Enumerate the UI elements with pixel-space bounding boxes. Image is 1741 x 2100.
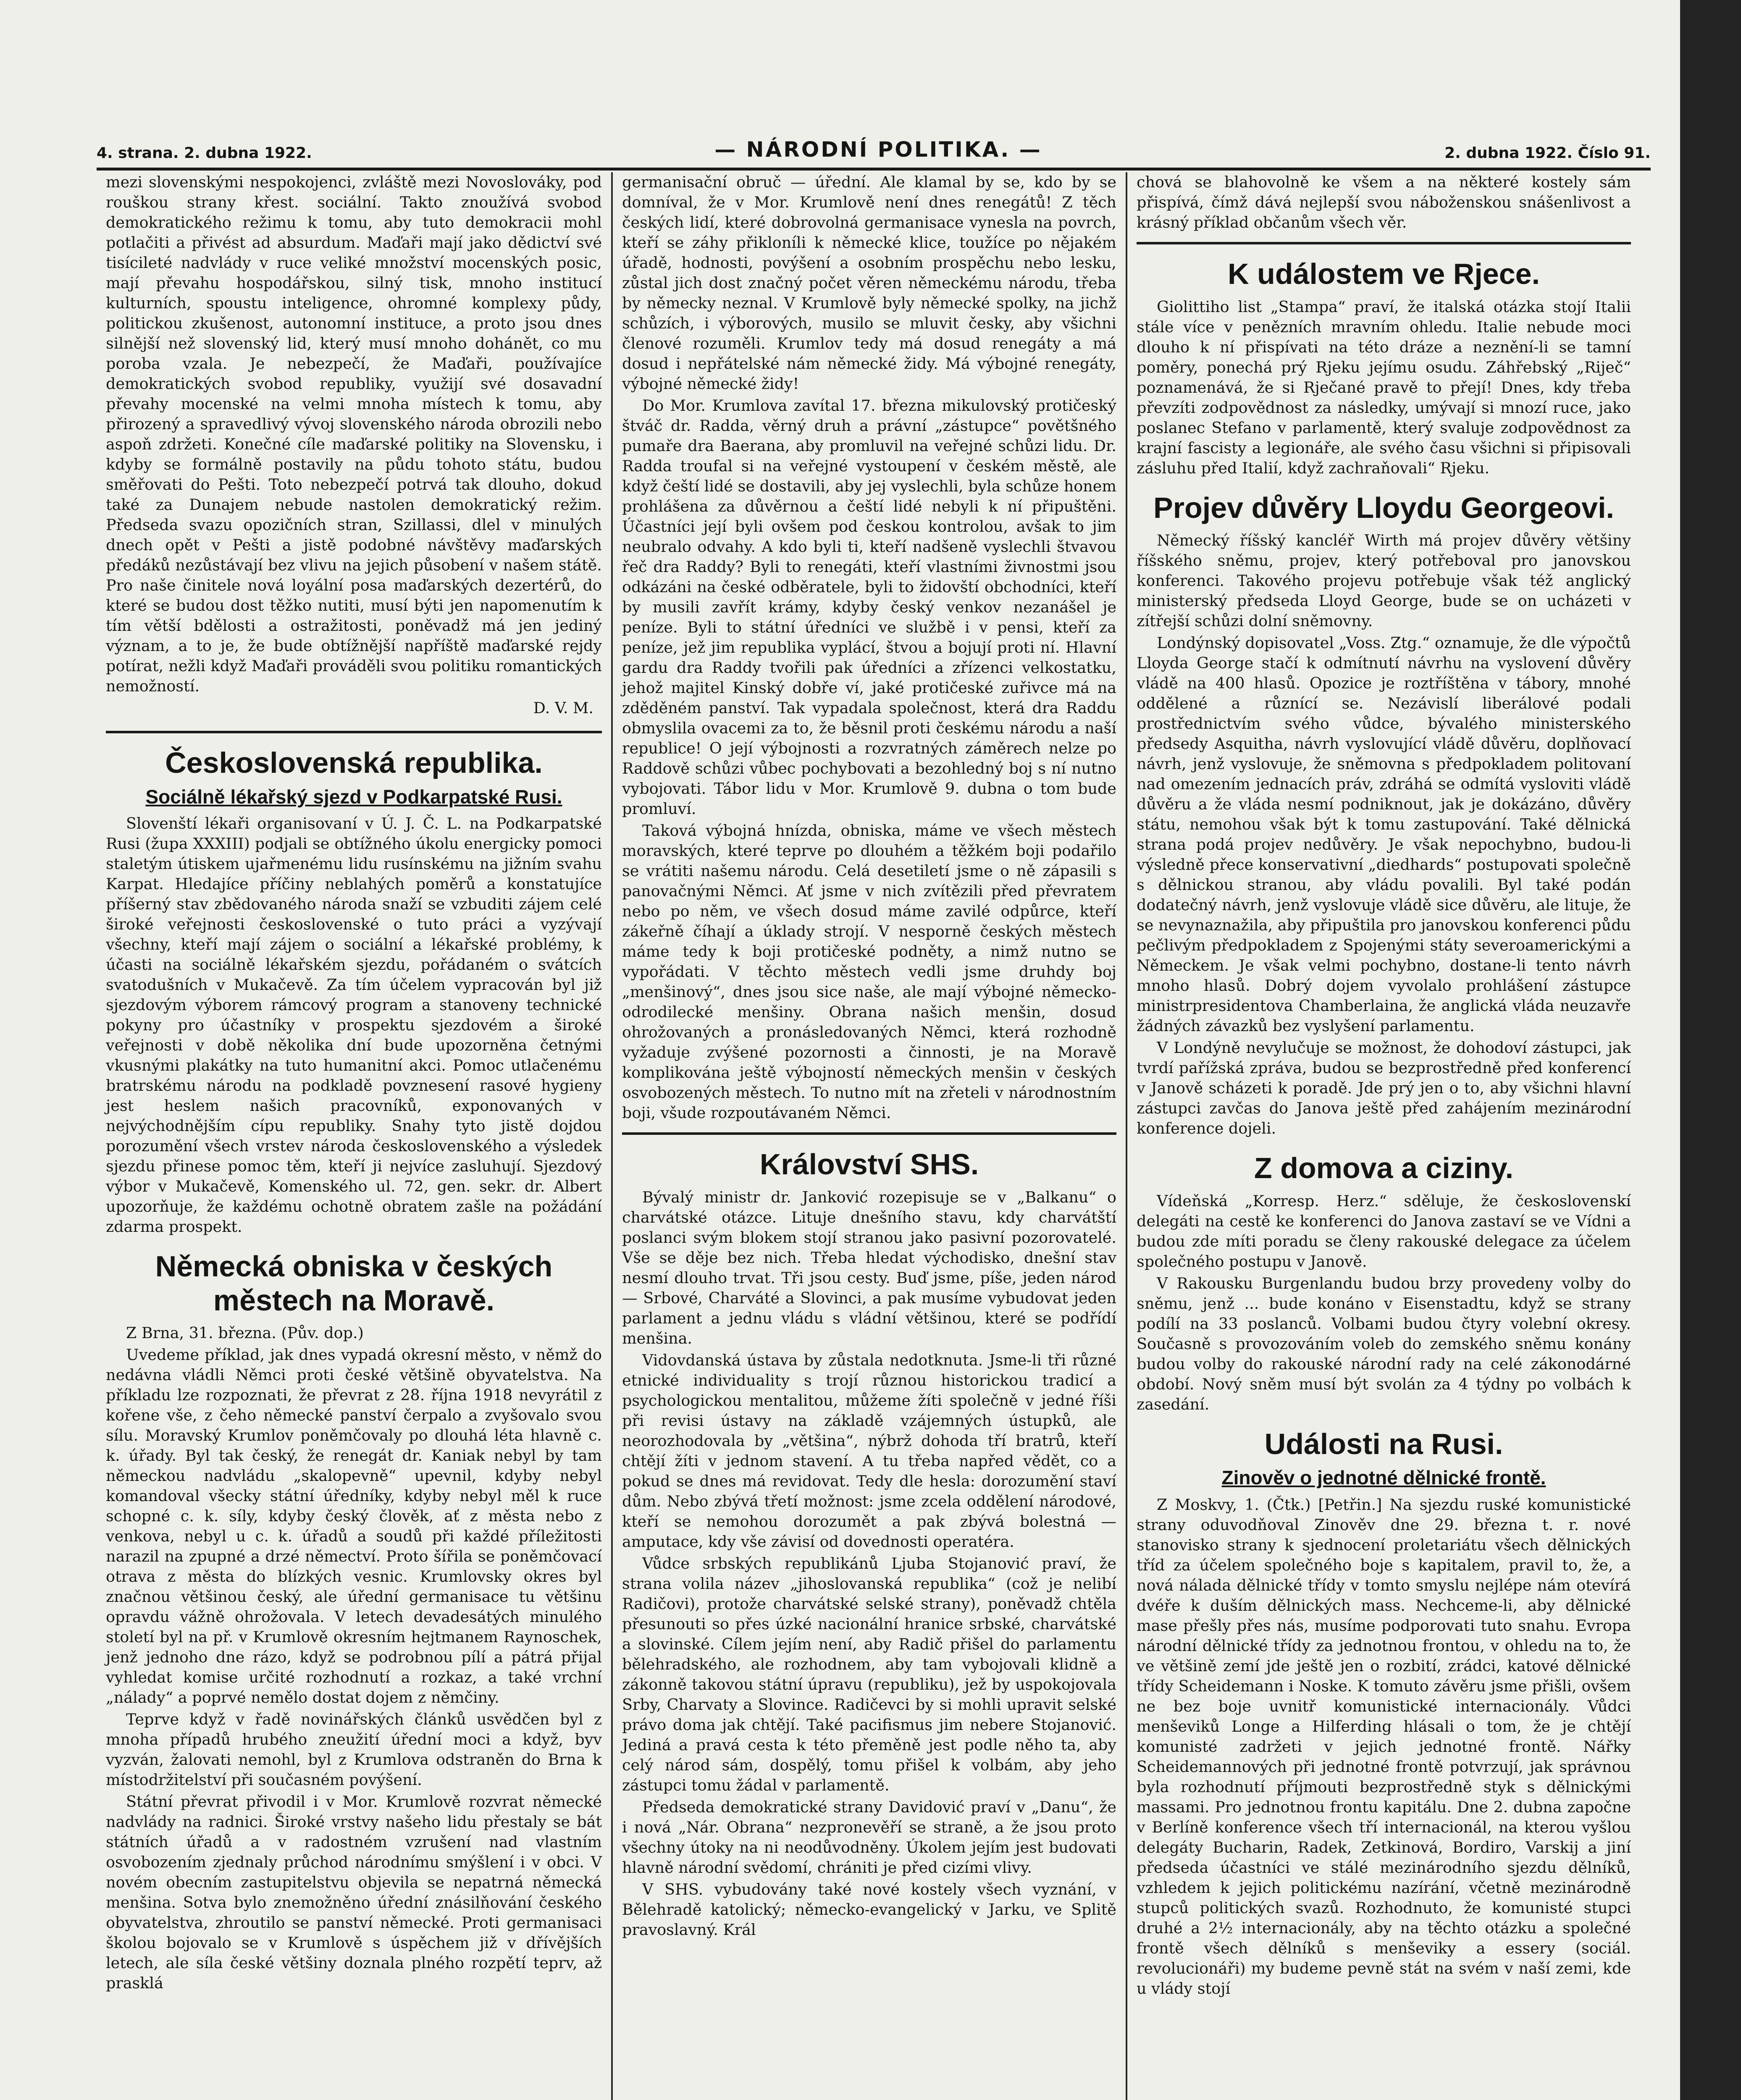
- section-heading-czechoslovak-republic: Československá republika.: [165, 746, 543, 779]
- article-heading-lloyd-george: Projev důvěry Lloydu Georgeovi.: [1153, 491, 1614, 524]
- section-divider: [622, 1132, 1116, 1135]
- kingdom-shs-paragraph: Vůdce srbských republikánů Ljuba Stojanović praví, že strana volila název „jihoslovanská republika“ (což je nelibí Radičovi), protože charvátské selské strany), poněvadž chtěla přesunouti so přes úzké nacionální hranice srbské, charvátské a slovinské. Cílem jejím není, aby Radič přišel do parlamentu bělehradského, ale rozhodnem, aby tam vybojovali klidně a zákonně takovou státní úpravu (republiku), jež by uspokojovala Srby, Charvaty a Slovince. Radičevci by si mohli upravit selské právo doma jak chtějí. Také pacifismus jim nebere Stojanović. Jediná a pravá cesta k této přeměně jest podle něho ta, aby celý národ sám, dospělý, tomu přišel k volbám, aby jeho zástupci tomu žádal v parlamentě.: [622, 1554, 1116, 1794]
- lloyd-george-paragraph: V Londýně nevylučuje se možnost, že dohodoví zástupci, jak tvrdí pařížská zpráva, budou se bezprostředně před konferencí v Janově scházeti k poradě. Jde prý jen o to, aby všichni hlavní zástupci zavčas do Janova ještě před zahájením mezinárodní konference dojeli.: [1137, 1039, 1631, 1137]
- author-signature: D. V. M.: [533, 699, 593, 717]
- section-divider: [106, 731, 602, 733]
- home-and-abroad-paragraph: Vídeňská „Korresp. Herz.“ sděluje, že československí delegáti na cestě ke konferenci do Janova zastaví se ve Vídni a budou zde míti poradu se členy rakouské delegace za účelem společného postupu v Janově.: [1137, 1192, 1631, 1270]
- german-enclaves-paragraph: Z Brna, 31. března. (Pův. dop.): [126, 1324, 364, 1342]
- article-heading-medical-congress: Sociálně lékařský sjezd v Podkarpatské Rusi.: [145, 785, 562, 808]
- german-enclaves-continued-paragraph: germanisační obruč — úřední. Ale klamal by se, kdo by se domníval, že v Mor. Krumlově není dnes renegátů! Z těch českých lidí, které dobrovolná germanisace vynesla na povrch, kteří se záhy přikloníli k německé klice, toužíce po nějakém úřadě, hodnosti, povýšení a osobním prospěchu nebo lesku, zůstal jich dost značný počet věren německému národu, třeba by německy neznal. V Krumlově byly německé spolky, na jichž schůzích, i výborových, musilo se mluvit česky, aby všichni členové rozuměli. Krumlov tedy má dosud renegáty a má dosud i nepřátelské nám německé židy. Má výbojné renegáty, výbojné německé židy!: [622, 173, 1116, 393]
- column-1: [97, 172, 611, 2100]
- medical-congress-paragraph: Slovenští lékaři organisovaní v Ú. J. Č. L. na Podkarpatské Rusi (župa XXXIII) podjali se obtížného úkolu energicky pomoci staletým útiskem ujařmenému lidu rusínskému na jižním svahu Karpat. Hledajíce příčiny neblahých poměrů a konstatujíce příšerný stav zbědovaného národa snaží se vzbuditi zájem celé široké veřejnosti československé o tuto práci a vyzývají všechny, kteří mají zájem o sociální a lékařské problémy, k účasti na sociálně lékařském sjezdu, pořádaném o svátcích svatodušních v Mukačevě. Za tím účelem vypracován byl již sjezdovým výborem rámcový program a stanoveny technické pokyny pro účastníky v prospektu sjezdovém a široké veřejnosti v době několika dní bude upozorněna četnými vkusnými plakátky na tuto humanitní akci. Pomoc utlačenému bratrskému národu na podkladě povznesení rasové hygieny jest heslem našich pracovníků, exponovaných v nejvýchodnějším cípu republiky. Snahy tyto jistě dojdou porozumění všech vrstev národa československého a výsledek sjezdu přinese pomoc těm, kteří ji nejvíce zasluhují. Sjezdový výbor v Mukačevě, Komenského ul. 72, gen. sekr. dr. Albert upozorňuje, že každému ochotně obratem zašle na požádání zdarma prospekt.: [106, 814, 602, 1236]
- newspaper-title: — NÁRODNÍ POLITIKA. —: [714, 137, 1042, 162]
- section-divider: [1137, 242, 1631, 244]
- german-enclaves-paragraph: Státní převrat přivodil i v Mor. Krumlově rozvrat německé nadvlády na radnici. Široké vrstvy našeho lidu přestaly se bát státních úřadů a v radostném vzrušení nad vlastním osvobozením zjednaly průchod národnímu smýšlení i v obci. V novém obecním zastupitelstvu objevila se nepatrná německá menšina. Sotva bylo znemožněno úřední znásilňování českého obyvatelstva, zhroutilo se panství německé. Proti germanisaci školou bojovalo se v Krumlově s úspěchem již v dřívějších letech, ale síla české většiny doznala plného rozpětí teprv, až prasklá: [106, 1793, 602, 1992]
- header-page-date: 4. strana. 2. dubna 1922.: [97, 144, 312, 162]
- article-heading-german-enclaves: Německá obniska v českých městech na Moravě.: [155, 1250, 553, 1317]
- kingdom-shs-paragraph: Bývalý ministr dr. Janković rozepisuje se v „Balkanu“ o charvátské otázce. Lituje dnešního stavu, kdy charvátští poslanci svým blokem stojí stranou jako pasivní pozorovatelé. Vše se děje bez nich. Třeba hledat východisko, dnešní stav nesmí dlouho trvat. Tři jsou cesty. Buď jsme, píše, jeden národ — Srbové, Charváté a Slovinci, a pak musíme vybudovat jeden parlament a jednu vládu s vládní většinou, které se podřídí menšina.: [622, 1188, 1116, 1347]
- article-heading-zinoviev: Zinověv o jednotné dělnické frontě.: [1221, 1467, 1546, 1488]
- kingdom-shs-continued-paragraph: chová se blahovolně ke všem a na některé kostely sám přispívá, čímž dává nejlepší svou náboženskou snášenlivost a krásný příklad občanům všech věr.: [1137, 173, 1631, 231]
- intro-article-paragraph: mezi slovenskými nespokojenci, zvláště mezi Novoslováky, pod rouškou strany křest. sociální. Takto znoužívá svobod demokratického režimu k tomu, aby tuto demokracii mohl potlačiti a přivést ad absurdum. Maďaři mají jako dědictví své tisícileté nadvlády v ruce veliké množství mocenských posic, mají převahu hospodářskou, silný tisk, mnoho institucí kulturních, spoustu inteligence, ohromné komplexy půdy, politickou zkušenost, autonomní instituce, a proto jsou dnes silnější než slovenský lid, který musí mnoho dohánět, co mu poroba vzala. Je nebezpečí, že Maďaři, používajíce demokratických svobod republiky, využijí své dosavadní převahy mocenské na velmi mnoha místech k tomu, aby přirozený a spravedlivý vývoj slovenského národa obrozili nebo aspoň zdržeti. Konečné cíle maďarské politiky na Slovensku, i kdyby se formálně postavily na půdu tohoto státu, budou směřovati do Pešti. Toto nebezpečí potrvá tak dlouho, dokud také za Dunajem nebude nastolen demokratický režim. Předseda svazu opozičních stran, Szillassi, dlel v minulých dnech opět v Pešti a jistě podobné návštěvy maďarských předáků nezůstávají bez vlivu na jejich působení v našem státě. Pro naše činitele nová loyální posa maďarských dezertérů, do které se budou dost těžko nutiti, musí býti jen napomenutím k tím větší bdělosti a ostražitosti, poněvadž má jen jediný význam, a to je, že bude obtížnější napříště maďarské rejdy potírat, nežli když Maďaři prováděli svou politiku romantických nemožností.: [106, 173, 602, 695]
- german-enclaves-paragraph: Teprve když v řadě novinářských článků usvědčen byl z mnoha případů hrubého zneužití úřední moci a když, byv vyzván, žalovati nemohl, byl z Krumlova odstraněn do Brna k místodržitelství při současném povýšení.: [106, 1710, 602, 1789]
- section-heading-home-and-abroad: Z domova a ciziny.: [1254, 1152, 1514, 1184]
- home-and-abroad-paragraph: V Rakousku Burgenlandu budou brzy provedeny volby do sněmu, jenž ... bude konáno v Eisenstadtu, když se strany podílí na 33 poslanců. Volbami budou čtyry volební okresy. Současně s provozováním voleb do zemského sněmu konány budou volby do rakouské národní rady na celé zákonodárné období. Nový sněm musí být svolán za 4 týdny po volbách k zasedání.: [1137, 1274, 1631, 1413]
- page-header: [97, 128, 1651, 171]
- german-enclaves-paragraph: Uvedeme příklad, jak dnes vypadá okresní město, v němž do nedávna vládli Němci proti české většině obyvatelstva. Na příkladu lze rozpoznati, že převrat z 28. října 1918 nevyrátil z kořene vše, z čeho německé panství čerpalo a zvyšovalo svou sílu. Moravský Krumlov poněmčovaly po dlouhá léta hlavně c. k. úřady. Byl tak český, že renegát dr. Kaniak nebyl by tam německou nadvládu „skalopevně“ upevnil, kdyby nebyl komandoval všecky státní úředníky, kdyby nebyl měl k ruce schopné c. k. síly, kdyby český člověk, ať z města nebo z venkova, nebyl u c. k. úřadů a soudů při každé příležitosti narazil na zpupné a drzé němectví. Proto šířila se poněmčovací otrava z města do blízkých vesnic. Krumlovsky okres byl značnou většinou český, ale úřední germanisace tu většinu opravdu vážně ohrožovala. V letech devadesátých minulého století byl na př. v Krumlově okresním hejtmanem Raynoschek, jenž jednoho dne rázo, když se podrobnou pílí a pátrá přijal vyhledat komise určité rozhodnutí a rozkaz, a také vrchní „nálady“ a poprvé nemělo dostat dojem z němčiny.: [106, 1346, 602, 1707]
- kingdom-shs-paragraph: Předseda demokratické strany Davidović praví v „Danu“, že i nová „Nár. Obrana“ nezpronevěří se straně, a že jsou proto všechny útoky na ni neodůvodněny. Úkolem jejím jest budovati hlavně národní svědomí, chrániti je před cizími vlivy.: [622, 1798, 1116, 1877]
- lloyd-george-paragraph: Londýnský dopisovatel „Voss. Ztg.“ oznamuje, že dle výpočtů Lloyda George stačí k odmítnutí návrhu na vyslovení důvěry vládě na 400 hlasů. Opozice je roztříštěna v tábory, mnohé oddělené a různící se. Nezávislí liberálové podali prostřednictvím svého vůdce, bývalého ministerského předsedy Asquitha, návrh vyslovující vládě důvěru, doplňovací návrh, jenž vyslovuje, že sněmovna s předpokladem politovaní nad omezením jednacích práv, zdráhá se odmítá vysloviti vládě důvěru a že vláda nesmí podniknout, jak je dokázáno, důvěry státu, nemohou však být k tomu zastupování. Také dělnická strana podá projev nedůvěry. Je však nepochybno, budou-li výsledně přece konservativní „diedhards“ postupovati společně s dělnickou stranou, aby vládu povalili. Byl také podán dodatečný návrh, jenž vyslovuje vládě sice důvěru, ale lituje, že se nevynaznažila, aby připuštila pro janovskou konferenci půdu pečlivým předpokladem z Spojenými státy severoamerickými a Německem. Je však velmi pochybno, dostane-li tento návrh mnoho hlasů. Dobrý dojem vyvolalo prohlášení zástupce ministrpresidentova Chamberlaina, že anglická vláda neuzavře žádných závazků bez vyslyšení parlamentu.: [1137, 634, 1631, 1035]
- lloyd-george-paragraph: Německý říšský kancléř Wirth má projev důvěry většiny říšského sněmu, projev, který potřeboval pro janovskou konferenci. Takového projevu potřebuje však též anglický ministerský předseda Lloyd George, bude se on ucházeti v zítřejší schůzi dolní sněmovny.: [1137, 531, 1631, 630]
- section-heading-kingdom-shs: Království SHS.: [759, 1148, 979, 1181]
- article-columns: [97, 172, 1651, 2100]
- header-issue-number: 2. dubna 1922. Číslo 91.: [1444, 144, 1651, 162]
- scan-border: [1680, 0, 1741, 2100]
- column-3: [1126, 172, 1640, 2100]
- column-2: [611, 172, 1126, 2100]
- rijeka-paragraph: Giolittiho list „Stampa“ praví, že italská otázka stojí Italii stále více v penězních mravním ohledu. Italie nebude moci dlouho k ní přispívati na této dráze a neznění-li se tamní poměry, ponechá prý Rjeku jejímu osudu. Záhřebský „Riječ“ poznamenává, že si Rječané pravě to přejí! Dnes, kdy třeba převzíti zodpovědnost za následky, umývají si mnozí ruce, jako poslanec Stefano v parlamentě, který svaluje zodpovědnost za krajní fascisty a legionáře, ale svého času všichni si připisovali zásluhu před Italií, když zachraňovali“ Rjeku.: [1137, 297, 1631, 477]
- zinoviev-paragraph: Z Moskvy, 1. (Čtk.) [Petřin.] Na sjezdu ruské komunistické strany oduvodňoval Zinověv dne 29. března t. r. nové stanovisko strany k sjednocení proletariátu všech dělnických tříd za účelem společného boje s kapitalem, pravil to, že, a nová nálada dělnické třídy v tomto smyslu nejlépe nám otevírá dvéře k duším dělnických mass. Nechceme-li, aby dělnické mase přešly přes nás, musíme podporovati tuto snahu. Evropa národní dělnické třídy za jednotnou frontou, v ohledu na to, že ve většině zemí jde ještě jen o rozbití, zrádci, katové dělnické třídy Scheidemann i Noske. K tomuto závěru jsme přišli, ovšem ne bez boje uvnitř komunistické internacionály. Vůdci menševiků Longe a Hilferding hlásali o tom, že je chtějí komunisté zadržeti v jejich jednotné frontě. Nářky Scheidemannových při jednotné frontě potvrzují, jak správnou byla rozhodnutí příjmouti bezprostředně styk s dělnickými massami. Pro jednotnou frontu kapitálu. Dne 2. dubna započne v Berlíně konference všech tří internacionál, na kterou vyšlou delegáty Bucharin, Radek, Zetkinová, Bordiro, Varskij a jiní předseda účastníci ve stálé mezinárodního sjezdu dělníků, vzhledem k jejich politickému nazírání, včetně mezinárodně stupců politických svazů. Rozhodnuto, že komunisté stupci druhé a 2½ internacionály, aby na těchto otázku a společné frontě všech dělníků s menševiky a essery (sociál. revolucionáři) my budeme pevně stát na svém v naší zemi, kde u vlády stojí: [1137, 1495, 1631, 1998]
- article-heading-rijeka: K událostem ve Rjece.: [1227, 257, 1540, 290]
- kingdom-shs-paragraph: Vidovdanská ústava by zůstala nedotknuta. Jsme-li tři různé etnické individuality s trojí různou historickou tradicí a psychologickou mentalitou, můžeme žíti společně v jedné říši při revisi ústavy na základě vzájemných ústupků, ale neorozhodovala by „většina“, nýbrž dohoda tří bratrů, kteří chtějí žíti v jednom stavení. A tu třeba napřed vědět, co a pokud se dnes má revidovat. Tedy dle hesla: dorozumění staví dům. Nebo zbývá třetí možnost: jsme zcela oddělení národové, kteří se nemohou dorozumět a pak zbývá bolestná — amputace, kdy vše závisí od dovednosti operatéra.: [622, 1351, 1116, 1551]
- german-enclaves-continued-paragraph: Taková výbojná hnízda, obniska, máme ve všech městech moravských, které teprve po dlouhém a těžkém boji podařilo se vrátiti našemu národu. Celá desetiletí jsme o ně zápasili s panovačnými Němci. Ať jsme v nich zvítězili před převratem nebo po něm, ve všech dosud máme zavilé odpůrce, kteří zákeřně číhají a úklady strojí. V nesporně českých městech máme tedy k boji protičeské podněty, a nimž nutno se vypořádati. V těchto městech vedli jsme druhdy boj „menšinový“, dnes jsou sice naše, ale mají výbojné německo-odrodilecké menšiny. Obrana našich menšin, dosud ohrožovaných a pronásledovaných Němci, která rozhodně vyžaduje zvýšené pozornosti a činnosti, je na Moravě komplikována ještě výbojností německých menšin v českých osvobozených městech. To nutno mít na zřeteli v národnostním boji, všude rozpoutávaném Němci.: [622, 822, 1116, 1122]
- section-heading-russia: Události na Rusi.: [1264, 1427, 1503, 1460]
- kingdom-shs-paragraph: V SHS. vybudovány také nové kostely všech vyznání, v Bělehradě katolický; německo-evangelický v Jarku, ve Splitě pravoslavný. Král: [622, 1880, 1116, 1939]
- german-enclaves-continued-paragraph: Do Mor. Krumlova zavítal 17. března mikulovský protičeský štváč dr. Radda, věrný druh a právní „zástupce“ povětšného pumaře dra Baerana, aby promluvil na veřejné schůzi lidu. Dr. Radda troufal si na veřejné vystoupení v českém městě, ale když čeští lidé se dostavili, aby jej vyslechli, byla schůze honem prohlášena za důvěrnou a čeští lidé nebyli k ní připuštěni. Účastníci její byli ovšem pod českou kontrolou, avšak to jim neubralo odvahy. A kdo byli ti, kteří nadšeně vyslechli štvavou řeč dra Raddy? Byli to renegáti, kteří vlastními živnostmi jsou odkázáni na české odběratele, byli to židovští obchodníci, kteří by musili zavřít krámy, kdyby český venkov nezanášel je peníze. Byli to státní úředníci ve službě i v pensi, kteří za peníze, jež jim republika vyplácí, štvou a bojují proti ní. Hlavní gardu dra Raddy tvořili pak úředníci a zřízenci velkostatku, jehož majitel Kinský dobře ví, jaké protičeské zuřivce má na zděděném panství. Tak vypadala společnost, která dra Raddu obmyslila ovacemi za to, že běsnil proti českému národu a naší republice! O její výbojnosti a rozvratných záměrech nelze po Raddově schůzi vůbec pochybovati a bezohledný boj s ní nutno vybojovati. Tábor lidu v Mor. Krumlově 9. dubna o tom bude promluví.: [622, 396, 1116, 818]
